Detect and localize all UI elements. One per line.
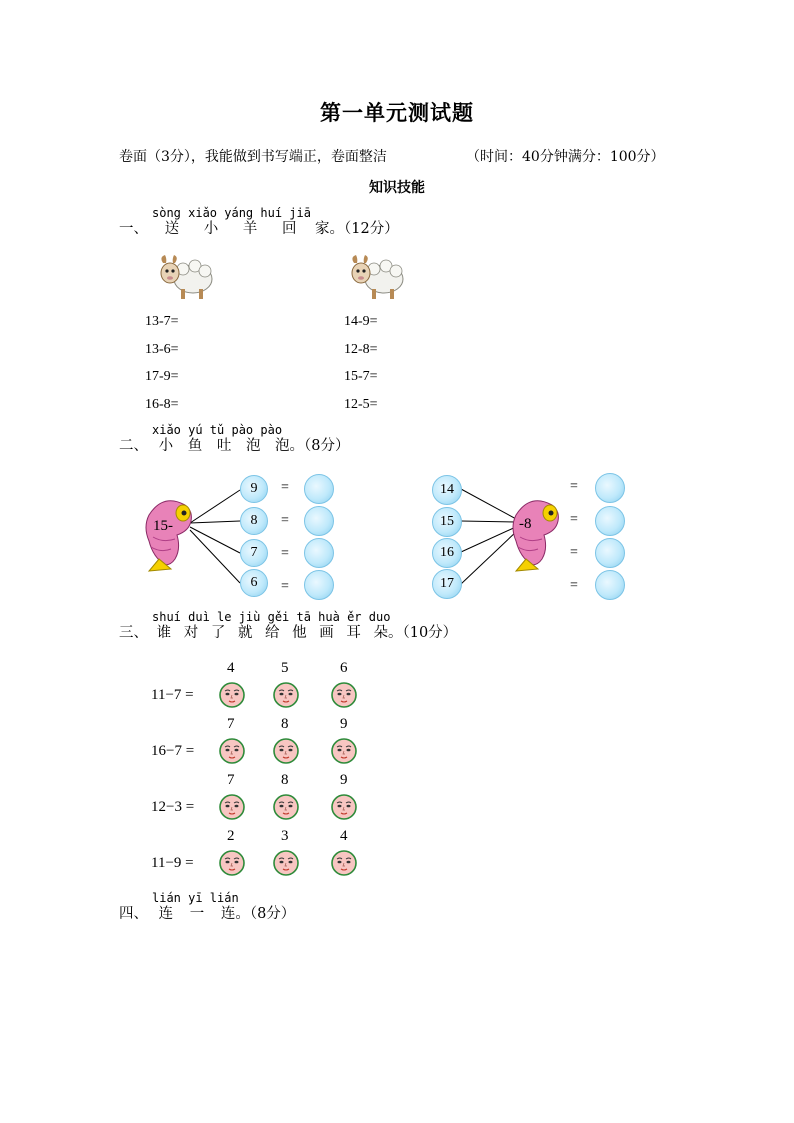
bubble-number: 8 bbox=[240, 507, 268, 535]
equals-sign: = bbox=[570, 578, 578, 593]
option-number: 2 bbox=[227, 828, 235, 844]
q1-equation: 12-5= bbox=[344, 397, 378, 412]
option-number: 3 bbox=[281, 828, 289, 844]
fish-left-label: 15- bbox=[153, 518, 173, 534]
bubble-number: 17 bbox=[432, 569, 462, 599]
option-number: 6 bbox=[340, 660, 348, 676]
option-number: 5 bbox=[281, 660, 289, 676]
face-icon[interactable] bbox=[331, 794, 357, 820]
option-number: 4 bbox=[340, 828, 348, 844]
bubble-number: 9 bbox=[240, 475, 268, 503]
q3-score: 。（10分） bbox=[387, 625, 458, 641]
bubble-number: 14 bbox=[432, 475, 462, 505]
face-icon[interactable] bbox=[219, 738, 245, 764]
face-icon[interactable] bbox=[331, 682, 357, 708]
q1-equation: 17-9= bbox=[145, 369, 179, 384]
q3-equation: 12−3 = bbox=[151, 799, 195, 815]
answer-bubble[interactable] bbox=[304, 538, 334, 568]
q1-number: 一、 bbox=[119, 221, 148, 237]
equals-sign: = bbox=[281, 513, 289, 528]
q1-equation: 12-8= bbox=[344, 342, 378, 357]
equals-sign: = bbox=[570, 512, 578, 527]
q3-equation: 11−7 = bbox=[151, 687, 194, 703]
q4-char: 连 bbox=[158, 906, 174, 922]
page-title: 第一单元测试题 bbox=[320, 100, 474, 125]
q1-equation: 13-6= bbox=[145, 342, 179, 357]
q2-char: 泡 bbox=[245, 438, 261, 454]
q1-char: 回 bbox=[281, 221, 297, 237]
q2-score: 。（8分） bbox=[289, 438, 350, 454]
answer-bubble[interactable] bbox=[304, 474, 334, 504]
option-number: 8 bbox=[281, 716, 289, 732]
q1-score: 。（12分） bbox=[329, 221, 399, 237]
q4-pinyin: lián yī lián bbox=[152, 891, 239, 905]
q3-pinyin: shuí duì le jiù gěi tā huà ěr duo bbox=[152, 610, 391, 624]
face-icon[interactable] bbox=[273, 682, 299, 708]
q1-char: 家 bbox=[315, 221, 330, 237]
q4-number: 四、 bbox=[119, 906, 148, 922]
option-number: 8 bbox=[281, 772, 289, 788]
answer-bubble[interactable] bbox=[595, 506, 625, 536]
q1-char: 送 bbox=[164, 221, 180, 237]
time-note: （时间：40分钟满分：100分） bbox=[466, 149, 665, 165]
equals-sign: = bbox=[281, 546, 289, 561]
face-icon[interactable] bbox=[273, 738, 299, 764]
option-number: 7 bbox=[227, 716, 235, 732]
q3-char: 给 bbox=[265, 625, 280, 641]
face-icon[interactable] bbox=[331, 850, 357, 876]
option-number: 4 bbox=[227, 660, 235, 676]
answer-bubble[interactable] bbox=[595, 538, 625, 568]
fish-icon bbox=[141, 493, 195, 577]
q2-number: 二、 bbox=[119, 438, 148, 454]
face-icon[interactable] bbox=[331, 738, 357, 764]
fish-right-label: -8 bbox=[519, 516, 532, 532]
q2-char: 小 bbox=[158, 438, 174, 454]
q3-char: 朵 bbox=[373, 625, 388, 641]
equals-sign: = bbox=[570, 545, 578, 560]
q4-score: 。（8分） bbox=[235, 906, 296, 922]
option-number: 9 bbox=[340, 716, 348, 732]
bubble-number: 7 bbox=[240, 539, 268, 567]
q3-char: 耳 bbox=[346, 625, 361, 641]
q3-heading bbox=[119, 621, 457, 642]
equals-sign: = bbox=[570, 479, 578, 494]
answer-bubble[interactable] bbox=[304, 506, 334, 536]
q2-char: 吐 bbox=[216, 438, 232, 454]
q1-equation: 15-7= bbox=[344, 369, 378, 384]
fish-icon bbox=[508, 493, 562, 577]
equals-sign: = bbox=[281, 579, 289, 594]
bubble-number: 15 bbox=[432, 507, 462, 537]
face-icon[interactable] bbox=[219, 850, 245, 876]
q2-pinyin: xiǎo yú tǔ pào pào bbox=[152, 423, 283, 437]
face-icon[interactable] bbox=[273, 794, 299, 820]
equals-sign: = bbox=[281, 480, 289, 495]
answer-bubble[interactable] bbox=[595, 570, 625, 600]
face-icon[interactable] bbox=[273, 850, 299, 876]
q3-char: 就 bbox=[237, 625, 253, 641]
q3-number: 三、 bbox=[119, 625, 148, 641]
q1-equation: 14-9= bbox=[344, 314, 378, 329]
q1-equation: 16-8= bbox=[145, 397, 179, 412]
q4-char: 一 bbox=[189, 906, 205, 922]
q1-char: 羊 bbox=[242, 221, 258, 237]
q1-pinyin: sòng xiǎo yáng huí jiā bbox=[152, 206, 311, 220]
q1-char: 小 bbox=[203, 221, 219, 237]
q3-char: 谁 bbox=[156, 625, 172, 641]
face-icon[interactable] bbox=[219, 794, 245, 820]
q2-char: 鱼 bbox=[187, 438, 203, 454]
answer-bubble[interactable] bbox=[304, 570, 334, 600]
bubble-number: 16 bbox=[432, 538, 462, 568]
q3-equation: 16−7 = bbox=[151, 743, 195, 759]
q4-heading bbox=[119, 902, 295, 923]
q4-char: 连 bbox=[220, 906, 236, 922]
face-icon[interactable] bbox=[219, 682, 245, 708]
option-number: 7 bbox=[227, 772, 235, 788]
option-number: 9 bbox=[340, 772, 348, 788]
bubble-number: 6 bbox=[240, 569, 268, 597]
q3-char: 对 bbox=[183, 625, 199, 641]
q3-char: 画 bbox=[319, 625, 334, 641]
q3-char: 了 bbox=[210, 625, 226, 641]
q3-equation: 11−9 = bbox=[151, 855, 194, 871]
header-note: 卷面（3分），我能做到书写端正，卷面整洁 bbox=[119, 149, 387, 165]
q1-equation: 13-7= bbox=[145, 314, 179, 329]
q2-char: 泡 bbox=[275, 438, 290, 454]
answer-bubble[interactable] bbox=[595, 473, 625, 503]
q3-char: 他 bbox=[292, 625, 307, 641]
section-heading: 知识技能 bbox=[369, 180, 425, 196]
